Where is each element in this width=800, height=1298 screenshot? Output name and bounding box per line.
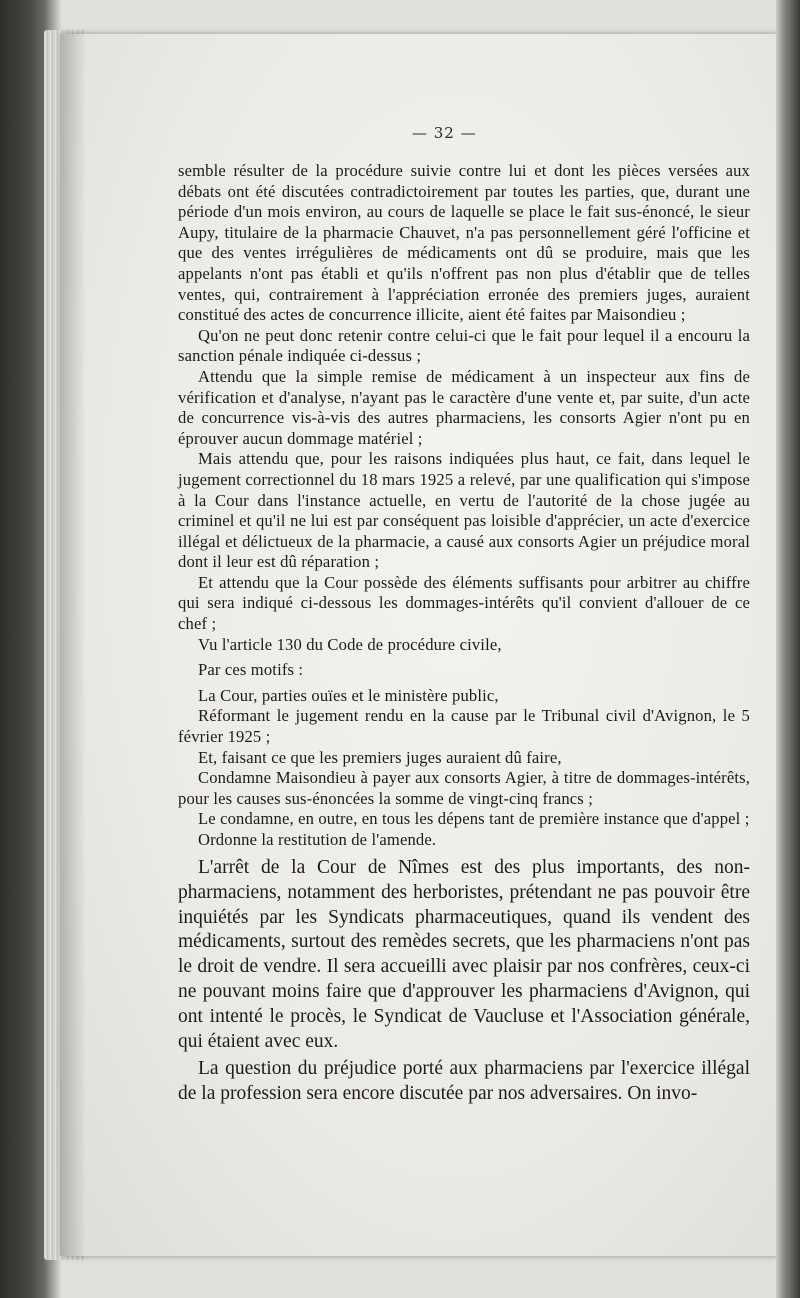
quoted-paragraph: Ordonne la restitution de l'amende. — [198, 830, 437, 849]
quoted-paragraph: Le condamne, en outre, en tous les dépens tant de première instance que d'appel ; — [198, 809, 750, 829]
gutter-shadow — [60, 34, 86, 1256]
quoted-paragraph: Qu'on ne peut donc retenir contre celui-ci que le fait pour lequel il a encouru la sanction pénale indiquée ci-dessus ; — [178, 325, 750, 366]
quoted-paragraph: Et attendu que la Cour possède des éléments suffisants pour arbitrer au chiffre qui sera indiqué ci-dessous les dommages-intérêts qu'il convient d'allouer de ce chef ; — [178, 572, 750, 634]
quoted-paragraph: Par ces motifs : — [198, 660, 304, 680]
quoted-paragraph: Et, faisant ce que les premiers juges auraient dû faire, — [198, 747, 562, 767]
quoted-paragraph: semble résulter de la procédure suivie contre lui et dont les pièces versées aux débats ont été discutées contradictoirement par toutes les parties, que, durant une période d'un mois environ, au cours de laquelle se place le fait sus-énoncé, le sieur Aupy, titulaire de la pharmacie Chauvet, n'a pas personnellement géré l'officine et que des ventes irrégulières de médicaments ont dû se produire, mais que les appelants n'ont pas établi et qu'ils n'offrent pas non plus d'établir que de telles ventes, qui, contrairement à l'appréciation erronée des premiers juges, auraient constitué des actes de concurrence illicite, aient été faites par Maisondieu ; — [178, 161, 750, 325]
commentary-paragraph: L'arrêt de la Cour de Nîmes est des plus importants, des non-pharmaciens, notamment des herboristes, prétendant ne pas pouvoir être inquiétés par les Syndicats pharmaceutiques, quand ils vendent des médicaments, surtout des remèdes secrets, que les pharmaciens n'ont pas le droit de vendre. Il sera accueilli avec plaisir par nos confrères, ceux-ci ne pouvant moins faire que d'approuver les pharmaciens d'Avignon, qui ont intenté le procès, le Syndicat de Vaucluse et l'Association générale, qui étaient avec eux. — [178, 857, 750, 1052]
quoted-paragraph: Réformant le jugement rendu en la cause par le Tribunal civil d'Avignon, le 5 février 1925 ; — [178, 706, 750, 747]
quoted-paragraph: Condamne Maisondieu à payer aux consorts Agier, à titre de dommages-intérêts, pour les causes sus-énoncées la somme de vingt-cinq francs ; — [178, 768, 750, 808]
quoted-paragraph: La Cour, parties ouïes et le ministère public, — [198, 685, 499, 705]
quoted-paragraph: Vu l'article 130 du Code de procédure civile, — [198, 634, 502, 654]
quoted-paragraph: Attendu que la simple remise de médicament à un inspecteur aux fins de vérification et d'analyse, n'ayant pas le caractère d'une vente et, par suite, d'un acte de concurrence vis-à-vis des autres pharmaciens, les consorts Agier n'ont pu en éprouver aucun dommage matériel ; — [178, 366, 750, 448]
page-number: — 32 — — [412, 124, 477, 142]
quoted-paragraph: Mais attendu que, pour les raisons indiquées plus haut, ce fait, dans lequel le jugement correctionnel du 18 mars 1925 a relevé, par une qualification qui s'impose à la Cour dans l'instance actuelle, en vertu de l'autorité de la chose jugée au criminel et qu'il ne lui est par conséquent pas loisible d'apprécier, un acte d'exercice illégal et délictueux de la pharmacie, a causé aux consorts Agier un préjudice moral dont il leur est dû réparation ; — [178, 449, 750, 572]
commentary-paragraph: La question du préjudice porté aux pharmaciens par l'exercice illégal de la profession sera encore discutée par nos adversaires. On invo- — [178, 1058, 750, 1105]
scan-right-edge — [776, 0, 800, 1298]
commentary-text — [178, 856, 750, 1107]
quoted-judgment-text — [178, 161, 750, 851]
